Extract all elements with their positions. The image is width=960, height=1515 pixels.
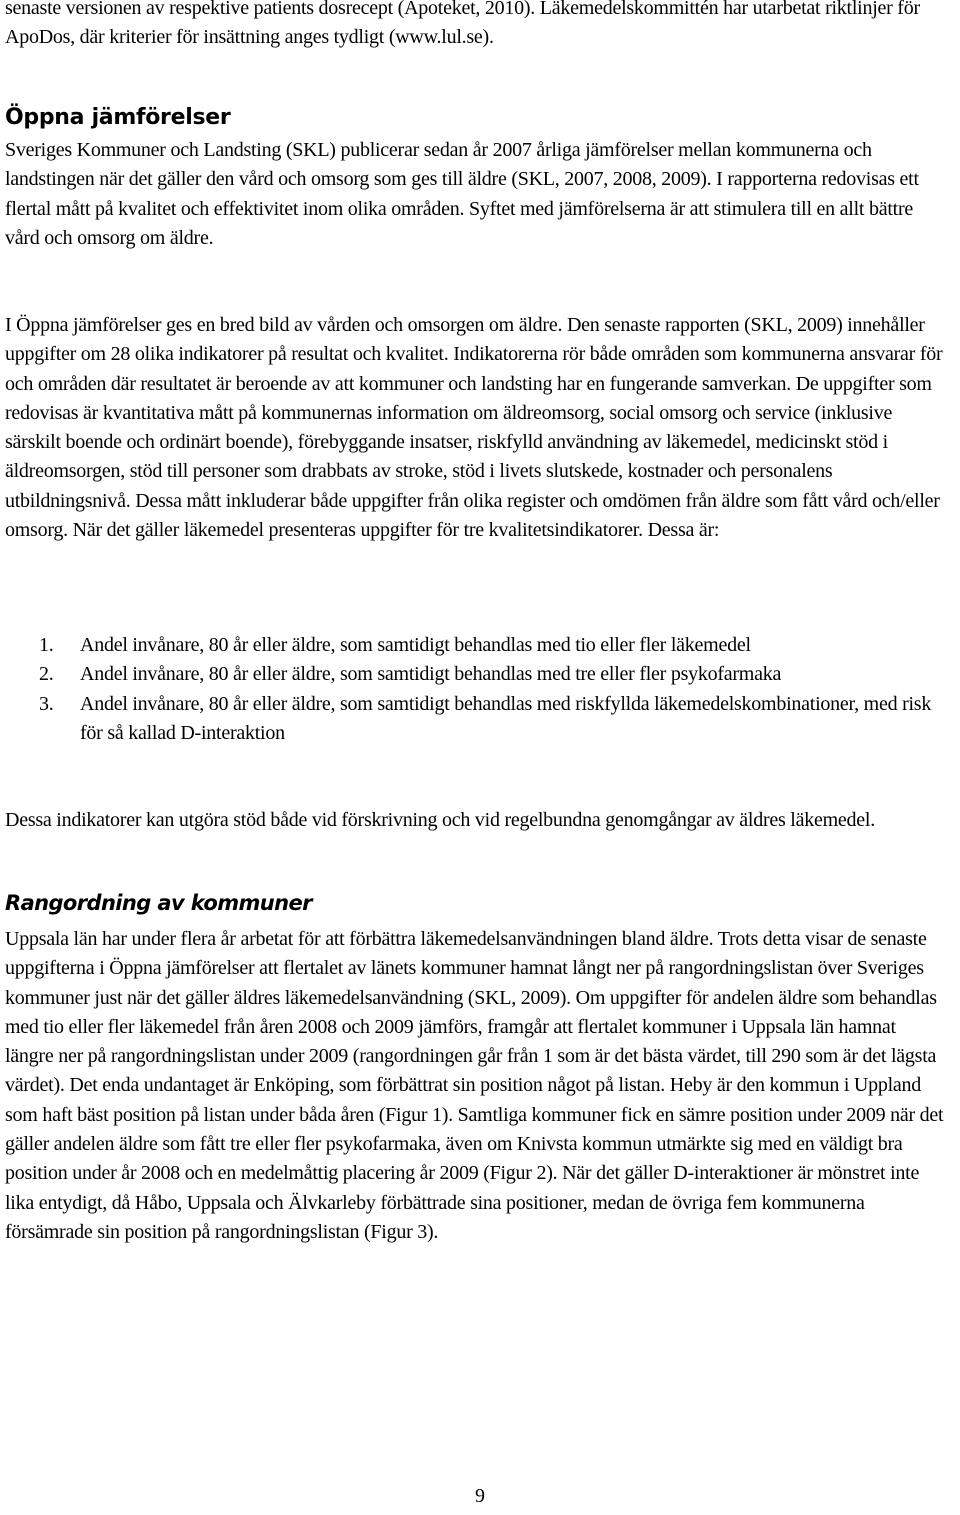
indicator-list [0, 631, 950, 748]
list-item [0, 631, 950, 660]
page-number: 9 [475, 1485, 485, 1507]
paragraph-skl-intro: Sveriges Kommuner och Landsting (SKL) publicerar sedan år 2007 årliga jämförelser mellan kommunerna och landstingen när det gäller den vård och omsorg som ges till äldre (SKL, 2007, 2008, 2009). I rapporterna redovisas ett flertal mått på kvalitet och effektivitet inom olika områden. Syftet med jämförelserna är att stimulera till en allt bättre vård och omsorg om äldre. [5, 139, 919, 249]
list-item [0, 690, 950, 749]
list-item-text: Andel invånare, 80 år eller äldre, som samtidigt behandlas med tio eller fler läkemedel [80, 634, 751, 656]
list-item-number: 3. [39, 692, 54, 715]
list-item-text: Andel invånare, 80 år eller äldre, som samtidigt behandlas med riskfyllda läkemedelskombinationer, med risk för så kallad D-interaktion [80, 692, 932, 744]
section-heading-oppna-jamforelser: Öppna jämförelser [5, 105, 231, 130]
list-item-number: 2. [39, 663, 54, 686]
list-item [0, 660, 950, 689]
paragraph-stod: Dessa indikatorer kan utgöra stöd både vid förskrivning och vid regelbundna genomgångar av äldres läkemedel. [5, 809, 875, 831]
section-heading-rangordning: Rangordning av kommuner [5, 891, 312, 915]
list-item-number: 1. [39, 634, 54, 656]
paragraph-rangordning: Uppsala län har under flera år arbetat för att förbättra läkemedelsanvändningen bland äldre. Trots detta visar de senaste uppgifterna i Öppna jämförelser att flertalet av länets kommuner hamnat långt ner på rangordningslistan över Sveriges kommuner just när det gäller äldres läkemedelsanvändning (SKL, 2009). Om uppgifter för andelen äldre som behandlas med tio eller fler läkemedel från åren 2008 och 2009 jämförs, framgår att flertalet kommuner i Uppsala län hamnat längre ner på rangordningslistan under 2009 (rangordningen går från 1 som är det bästa värdet, till 290 som är det lägsta värdet). Det enda undantaget är Enköping, som förbättrat sin position något på listan. Heby är den kommun i Uppland som haft bäst position på listan under båda åren (Figur 1). Samtliga kommuner fick en sämre position under 2009 när det gäller andelen äldre som fått tre eller fler psykofarmaka, även om Knivsta kommun utmärkte sig med en väldigt bra position under år 2008 och en medelmåttig placering år 2009 (Figur 2). När det gäller D-interaktioner är mönstret inte lika entydigt, då Håbo, Uppsala och Älvkarleby förbättrade sina positioner, medan de övriga fem kommunerna försämrade sin position på rangordningslistan (Figur 3). [5, 928, 944, 1243]
paragraph-indikatorer: I Öppna jämförelser ges en bred bild av vården och omsorgen om äldre. Den senaste rapporten (SKL, 2009) innehåller uppgifter om 28 olika indikatorer på resultat och kvalitet. Indikatorerna rör både områden som kommunerna ansvarar för och områden där resultatet är beroende av att kommuner och landsting har en fungerande samverkan. De uppgifter som redovisas är kvantitativa mått på kommunernas information om äldreomsorg, social omsorg och service (inklusive särskilt boende och ordinärt boende), förebyggande insatser, riskfylld användning av läkemedel, medicinskt stöd i äldreomsorgen, stöd till personer som drabbats av stroke, stöd i livets slutskede, kostnader och personalens utbildningsnivå. Dessa mått inkluderar både uppgifter från olika register och omdömen från äldre som fått vård och/eller omsorg. När det gäller läkemedel presenteras uppgifter för tre kvalitetsindikatorer. Dessa är: [5, 314, 943, 542]
intro-paragraph: senaste versionen av respektive patients dosrecept (Apoteket, 2010). Läkemedelskommittén har utarbetat riktlinjer för ApoDos, där kriterier för insättning anges tydligt (www.lul.se). [5, 0, 920, 49]
list-item-text: Andel invånare, 80 år eller äldre, som samtidigt behandlas med tre eller fler psykofarmaka [80, 663, 782, 686]
